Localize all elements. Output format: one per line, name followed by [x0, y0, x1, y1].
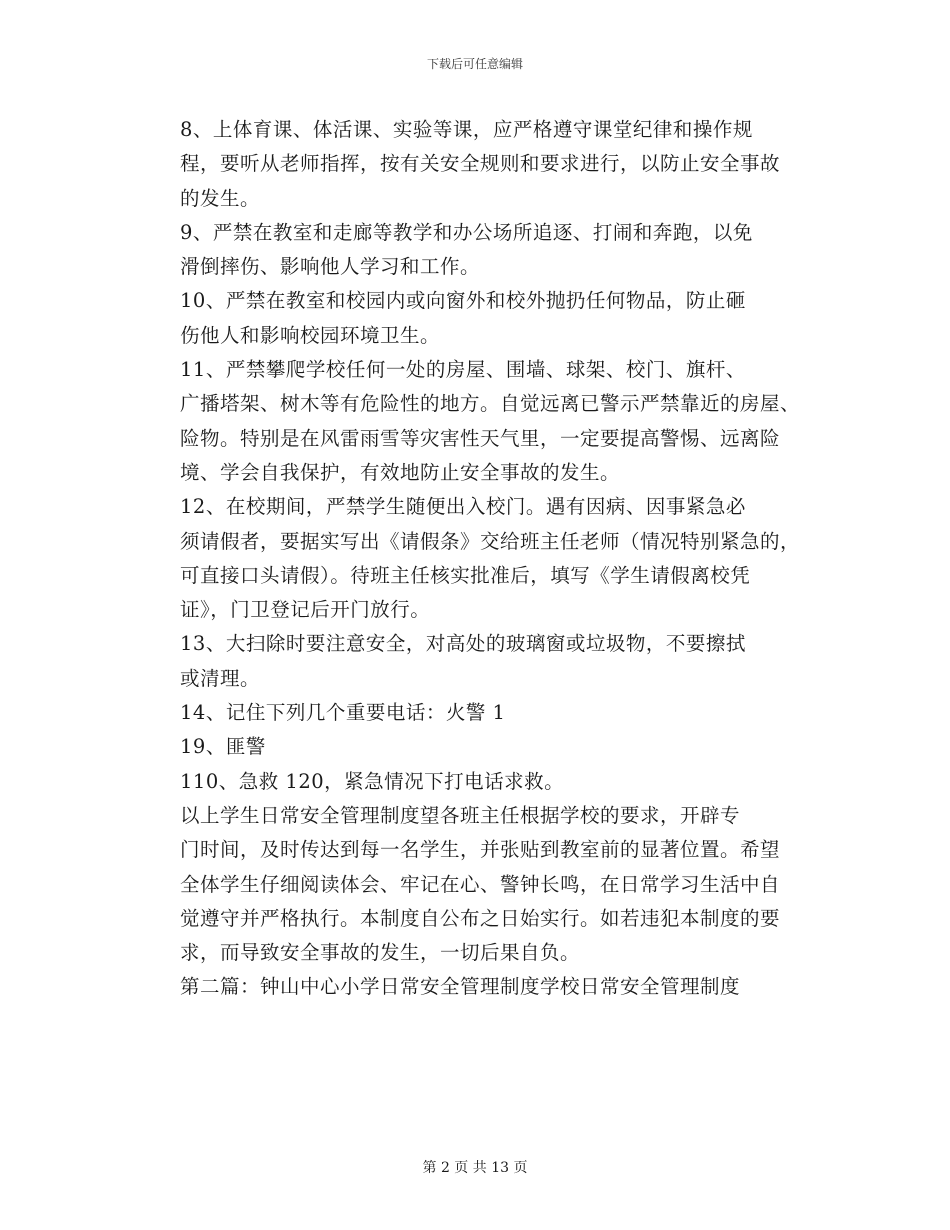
- text-line: 觉遵守并严格执行。本制度自公布之日始实行。如若违犯本制度的要: [180, 906, 781, 930]
- paragraph-rule-9: [141, 216, 821, 285]
- text-line: 滑倒摔伤、影响他人学习和工作。: [180, 255, 481, 279]
- paragraph-rule-10: [141, 284, 821, 353]
- paragraph-section-title: [141, 970, 821, 1004]
- text-line: 12、在校期间，严禁学生随便出入校门。遇有因病、因事紧急必: [180, 495, 746, 519]
- text-line: 10、严禁在教室和校园内或向窗外和校外抛扔任何物品，防止砸: [180, 289, 746, 313]
- text-line: 广播塔架、树木等有危险性的地方。自觉远离已警示严禁靠近的房屋、: [180, 392, 801, 416]
- text-line: 110、急救 120，紧急情况下打电话求救。: [180, 769, 565, 793]
- document-body: [141, 113, 821, 1005]
- text-line: 须请假者，要据实写出《请假条》交给班主任老师（情况特别紧急的，: [180, 529, 801, 553]
- paragraph-rule-13: [141, 627, 821, 696]
- text-line: 险物。特别是在风雷雨雪等灾害性天气里，一定要提高警惕、远离险: [180, 426, 781, 450]
- text-line: 求，而导致安全事故的发生，一切后果自负。: [180, 941, 581, 965]
- text-line: 伤他人和影响校园环境卫生。: [180, 323, 441, 347]
- text-line: 11、严禁攀爬学校任何一处的房屋、围墙、球架、校门、旗杆、: [180, 358, 746, 382]
- paragraph-rule-19: [141, 730, 821, 764]
- text-line: 可直接口头请假）。待班主任核实批准后，填写《学生请假离校凭: [180, 563, 751, 587]
- text-line: 以上学生日常安全管理制度望各班主任根据学校的要求，开辟专: [180, 803, 741, 827]
- text-line: 门时间，及时传达到每一名学生，并张贴到教室前的显著位置。希望: [180, 838, 781, 862]
- paragraph-rule-110: [141, 765, 821, 799]
- text-line: 全体学生仔细阅读体会、牢记在心、警钟长鸣，在日常学习生活中自: [180, 872, 781, 896]
- text-line: 或清理。: [180, 666, 261, 690]
- page-footer: 第 2 页 共 13 页: [422, 1160, 528, 1176]
- text-line: 19、匪警: [180, 735, 266, 759]
- paragraph-rule-14: [141, 696, 821, 730]
- text-line: 境、学会自我保护，有效地防止安全事故的发生。: [180, 460, 621, 484]
- text-line: 8、上体育课、体活课、实验等课，应严格遵守课堂纪律和操作规: [180, 118, 753, 141]
- text-line: 14、记住下列几个重要电话：火警 1: [180, 701, 506, 725]
- paragraph-rule-12: [141, 490, 821, 627]
- text-line: 9、严禁在教室和走廊等教学和办公场所追逐、打闹和奔跑，以免: [180, 220, 753, 244]
- text-line: 程，要听从老师指挥，按有关安全规则和要求进行，以防止安全事故: [180, 152, 781, 176]
- text-line: 第二篇：钟山中心小学日常安全管理制度学校日常安全管理制度: [180, 975, 741, 999]
- text-line: 13、大扫除时要注意安全，对高处的玻璃窗或垃圾物，不要擦拭: [180, 632, 746, 656]
- paragraph-rule-8: [141, 113, 821, 216]
- paragraph-conclusion: [141, 799, 821, 970]
- text-line: 证》，门卫登记后开门放行。: [180, 598, 431, 622]
- page-header: 下载后可任意编辑: [426, 57, 523, 71]
- text-line: 的发生。: [180, 186, 261, 210]
- paragraph-rule-11: [141, 353, 821, 490]
